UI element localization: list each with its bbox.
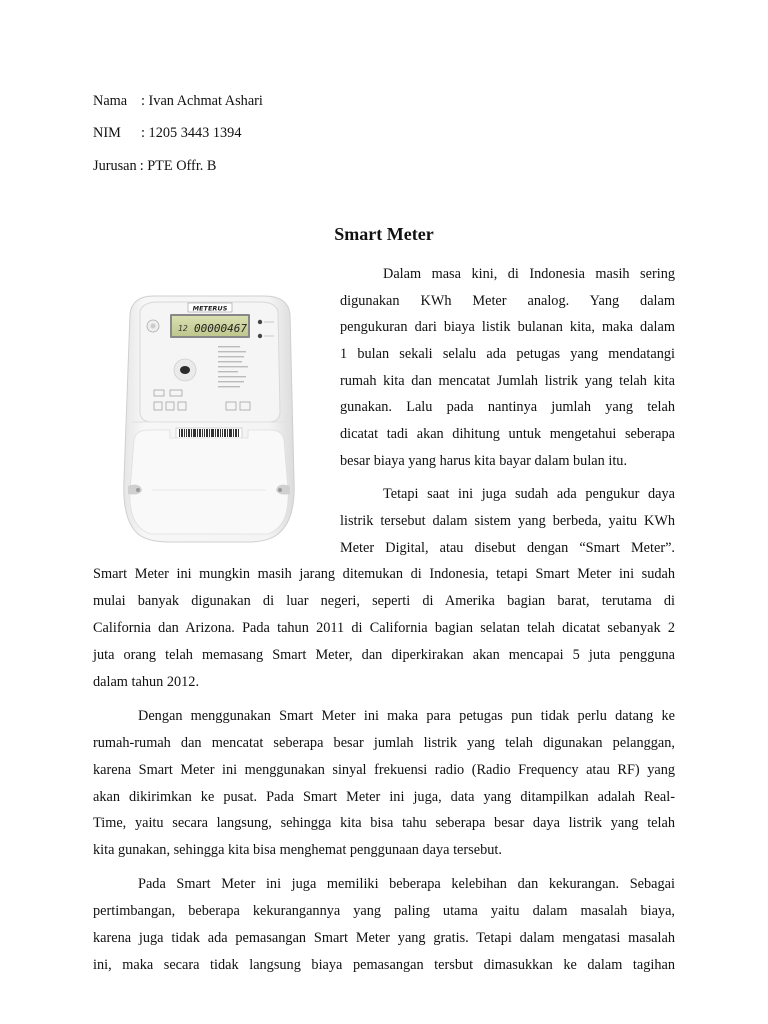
para4-line: Pada Smart Meter ini juga memiliki beberapa kelebihan dan kekurangan. Sebagai bbox=[138, 876, 675, 892]
meter-display-reading: 00000467 bbox=[194, 322, 247, 335]
nim-label: NIM bbox=[93, 125, 121, 141]
jurusan-value: : PTE Offr. B bbox=[139, 158, 217, 174]
para4-line: pertimbangan, beberapa kekurangannya yang paling utama yaitu dalam masalah biaya, bbox=[93, 903, 675, 919]
para2-line: mulai banyak digunakan di luar negeri, seperti di Amerika bagian barat, terutama di bbox=[93, 593, 675, 609]
para1-line: pengukuran dari biaya listik bulanan kita, maka dalam bbox=[340, 319, 675, 335]
para1-line: gunakan. Lalu pada nantinya jumlah yang telah bbox=[340, 399, 675, 415]
para4-line: ini, maka secara tidak langsung biaya pemasangan tersbut dimasukkan ke dalam tagihan bbox=[93, 957, 675, 973]
para3-line: kita gunakan, sehingga kita bisa menghemat penggunaan daya tersebut. bbox=[93, 842, 502, 858]
para1-line: 1 bulan sekali selalu ada petugas yang mendatangi bbox=[340, 346, 675, 362]
para3-line: Time, yaitu secara langsung, sehingga kita bisa tahu seberapa besar daya listrik yang telah bbox=[93, 815, 675, 831]
nim-value: : 1205 3443 1394 bbox=[141, 125, 242, 141]
para2-line: juta orang telah memasang Smart Meter, dan diperkirakan akan mencapai 5 juta pengguna bbox=[93, 647, 675, 663]
para2-line: Tetapi saat ini juga sudah ada pengukur daya bbox=[383, 486, 675, 502]
para2-line: dalam tahun 2012. bbox=[93, 674, 200, 690]
name-line bbox=[93, 91, 263, 111]
para3-line: rumah-rumah dan mencatat seberapa besar jumlah listrik yang telah digunakan pelanggan, bbox=[93, 735, 675, 751]
para1-line: dicatat tadi akan dihitung untuk mengetahui seberapa bbox=[340, 426, 675, 442]
page-title: Smart Meter bbox=[334, 224, 434, 244]
nim-line bbox=[93, 123, 241, 143]
para4-line: karena juga tidak ada pemasangan Smart Meter yang gratis. Tetapi dalam mengatasi masalah bbox=[93, 930, 675, 946]
para3-line: karena Smart Meter ini menggunakan sinyal frekuensi radio (Radio Frequency atau RF) yang bbox=[93, 762, 675, 778]
jurusan-line bbox=[93, 156, 216, 176]
para2-line: Smart Meter ini mungkin masih jarang ditemukan di Indonesia, tetapi Smart Meter ini sudah bbox=[93, 566, 675, 582]
para2-line: listrik tersebut dalam sistem yang berbeda, yaitu KWh bbox=[340, 513, 675, 529]
jurusan-label: Jurusan bbox=[93, 158, 137, 174]
smart-meter-image bbox=[118, 290, 300, 544]
para2-line: California dan Arizona. Pada tahun 2011 di California bagian selatan telah dicatat sebanyak 2 bbox=[93, 620, 675, 636]
para3-line: akan dikirimkan ke pusat. Pada Smart Meter ini juga, data yang ditampilkan adalah Real- bbox=[93, 789, 675, 805]
para3-line: Dengan menggunakan Smart Meter ini maka para petugas pun tidak perlu datang ke bbox=[138, 708, 675, 724]
meter-brand: METERUS bbox=[192, 304, 228, 313]
para1-line: Dalam masa kini, di Indonesia masih sering bbox=[383, 266, 675, 282]
para1-line: digunakan KWh Meter analog. Yang dalam bbox=[340, 293, 675, 309]
para1-line: besar biaya yang harus kita bayar dalam bulan itu. bbox=[340, 453, 628, 469]
meter-display-prefix: 12 bbox=[178, 324, 188, 333]
para1-line: rumah kita dan mencatat Jumlah listrik yang telah kita bbox=[340, 373, 675, 389]
name-value: : Ivan Achmat Ashari bbox=[141, 93, 263, 109]
name-label: Nama bbox=[93, 93, 128, 109]
para2-line: Meter Digital, atau disebut dengan “Smart Meter”. bbox=[340, 540, 675, 556]
